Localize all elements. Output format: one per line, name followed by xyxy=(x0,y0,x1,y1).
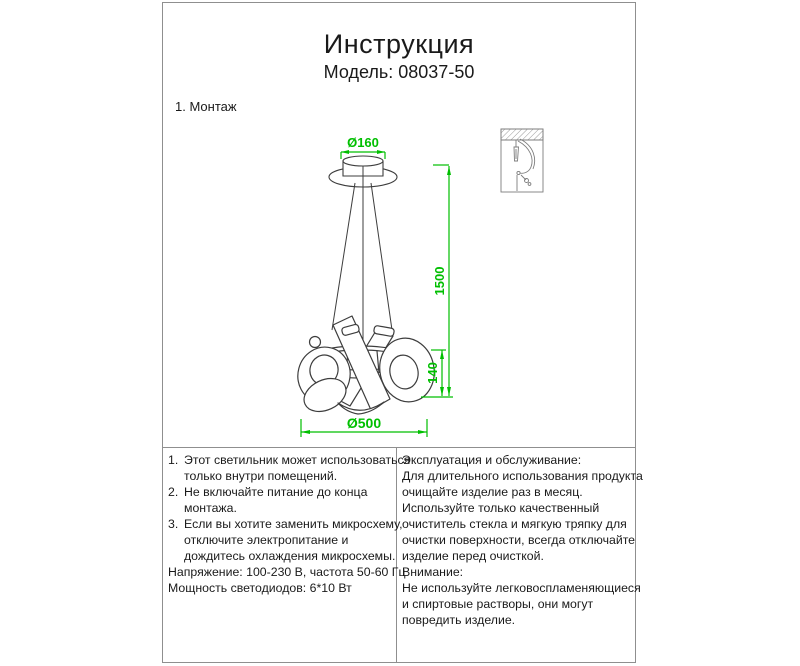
maintenance-line: Используйте только качественный xyxy=(402,501,600,515)
maintenance-line: очистки поверхности, всегда отключайте xyxy=(402,533,636,547)
list-item-line: отключите электропитание и xyxy=(184,533,349,547)
list-item-number: 2. xyxy=(168,485,179,499)
maintenance-line: Для длительного использования продукта xyxy=(402,469,643,483)
list-item xyxy=(168,484,394,516)
lamp-body xyxy=(292,316,440,418)
lamp-diagram xyxy=(163,118,635,446)
list-item-line: дождитесь охлаждения микросхемы. xyxy=(184,549,396,563)
list-item xyxy=(168,452,411,484)
page-title: Инструкция xyxy=(323,29,475,59)
maintenance-line: изделие перед очисткой. xyxy=(402,549,544,563)
warning-line: повредить изделие. xyxy=(402,613,516,627)
warning-line: Не используйте легковоспламеняющиеся xyxy=(402,581,641,595)
dimension-body-diameter xyxy=(301,415,427,437)
warning-title: Внимание: xyxy=(402,565,464,579)
list-item xyxy=(168,516,403,564)
power-spec: Мощность светодиодов: 6*10 Вт xyxy=(168,581,352,595)
maintenance-cell xyxy=(397,448,643,662)
maintenance-line: очищайте изделие раз в месяц. xyxy=(402,485,583,499)
list-item-line: Не включайте питание до конца xyxy=(184,485,368,499)
dim-canopy-label: Ø160 xyxy=(347,135,379,150)
dim-diameter-label: Ø500 xyxy=(346,415,382,431)
voltage-spec: Напряжение: 100-230 В, частота 50-60 Гц xyxy=(168,565,406,579)
notes-table xyxy=(163,447,643,662)
dimension-canopy-diameter xyxy=(341,135,385,159)
dim-height-label: 140 xyxy=(425,362,440,384)
dim-length-label: 1500 xyxy=(432,266,447,296)
maintenance-line: очиститель стекла и мягкую тряпку для xyxy=(402,517,627,531)
list-item-line: Если вы хотите заменить микросхему, xyxy=(184,517,403,531)
list-item-number: 3. xyxy=(168,517,179,531)
model-number: Модель: 08037-50 xyxy=(323,62,475,82)
list-item-number: 1. xyxy=(168,453,179,467)
section-label-montage: 1. Монтаж xyxy=(175,99,237,114)
warning-line: и спиртовые растворы, они могут xyxy=(402,597,594,611)
maintenance-title: Эксплуатация и обслуживание: xyxy=(402,453,582,467)
list-item-line: только внутри помещений. xyxy=(184,469,338,483)
suspension-cables xyxy=(332,166,392,346)
mounting-detail-inset xyxy=(501,129,543,192)
list-item-line: Этот светильник может использоваться xyxy=(184,453,411,467)
list-item-line: монтажа. xyxy=(184,501,237,515)
safety-notes-cell xyxy=(163,448,411,662)
page-frame xyxy=(162,2,643,663)
